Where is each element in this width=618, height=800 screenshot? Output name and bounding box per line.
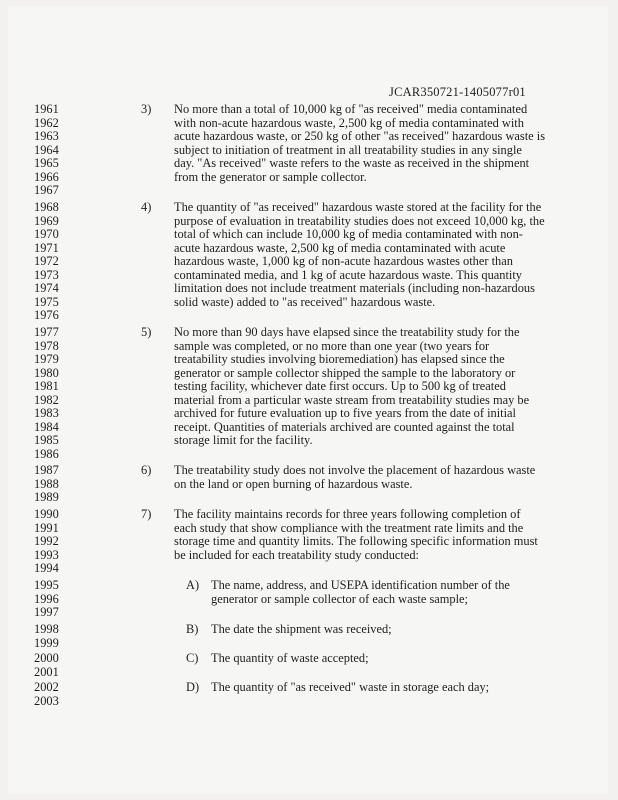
subitem-letter: B) [186,622,199,636]
text-line: limitation does not include treatment materials (including non-hazardous [174,281,535,295]
text-line: The name, address, and USEPA identification number of the [211,578,510,592]
line-number: 1966 [34,169,59,184]
text-line: be included for each treatability study conducted: [174,547,419,562]
line-number: 1976 [34,308,59,322]
item-number: 4) [141,200,152,214]
line-number: 1967 [34,183,59,197]
line-number: 1971 [34,240,59,255]
line-number: 1980 [34,365,59,380]
line-number: 1979 [34,352,59,366]
line-number: 1974 [34,281,59,295]
paragraph-item-7 [174,508,544,562]
text-line: material from a particular waste stream from treatability studies may be [174,392,530,407]
line-number: 1981 [34,379,59,393]
item-number: 7) [141,507,152,521]
document-page [8,6,608,794]
line-number: 2001 [34,664,59,679]
paragraph-item-3 [174,103,544,184]
subitem-C [211,652,531,666]
paragraph-item-6 [174,464,544,491]
line-number: 1984 [34,419,59,434]
line-number: 1963 [34,129,59,143]
line-number: 1993 [34,547,59,562]
text-line: The quantity of "as received" hazardous waste stored at the facility for the [174,200,542,214]
text-line: hazardous waste, 1,000 kg of non-acute hazardous wastes other than [174,254,513,268]
subitem-B [211,623,531,637]
document-id: JCAR350721-1405077r01 [389,85,526,99]
line-number: 1968 [34,200,59,214]
line-number: 1989 [34,490,59,504]
text-line: No more than 90 days have elapsed since the treatability study for the [174,325,520,339]
line-number: 1978 [34,338,59,353]
text-line: from the generator or sample collector. [174,169,367,184]
line-number: 1997 [34,605,59,619]
line-number: 2000 [34,651,59,665]
text-line: treatability studies involving bioremediation) has elapsed since the [174,352,505,366]
text-line: No more than a total of 10,000 kg of "as received" media contaminated [174,102,528,116]
line-number: 1985 [34,433,59,447]
line-number: 1961 [34,102,59,116]
text-line: each study that show compliance with the treatment rate limits and the [174,520,524,535]
subitem-letter: A) [186,578,200,592]
text-line: sample was completed, or no more than one year (two years for [174,338,490,353]
text-line: on the land or open burning of hazardous waste. [174,476,413,491]
text-line: with non-acute hazardous waste, 2,500 kg of media contaminated with [174,115,524,130]
line-number: 1972 [34,254,59,268]
line-number: 1977 [34,325,59,339]
text-line: day. "As received" waste refers to the waste as received in the shipment [174,156,530,170]
text-line: The date the shipment was received; [211,622,392,636]
item-number: 6) [141,463,152,477]
line-number: 1962 [34,115,59,130]
line-number: 1995 [34,578,59,592]
line-number: 1964 [34,142,59,157]
line-number: 1992 [34,534,59,548]
text-line: acute hazardous waste, 2,500 kg of media contaminated with acute [174,240,506,255]
text-line: generator or sample collector shipped the sample to the laboratory or [174,365,516,380]
text-line: generator or sample collector of each waste sample; [211,591,468,606]
subitem-D [211,681,531,695]
line-number: 1986 [34,446,59,461]
text-line: total of which can include 10,000 kg of media contaminated with non- [174,227,523,241]
line-number: 1969 [34,213,59,228]
text-line: acute hazardous waste, or 250 kg of other "as received" hazardous waste is [174,129,546,143]
text-line: archived for future evaluation up to five years from the date of initial [174,406,516,420]
line-number: 1982 [34,392,59,407]
text-line: storage limit for the facility. [174,433,313,447]
subitem-letter: C) [186,651,199,665]
line-number: 2003 [34,693,59,708]
text-line: The treatability study does not involve the placement of hazardous waste [174,463,536,477]
line-number: 2002 [34,680,59,694]
line-number: 1983 [34,406,59,420]
paragraph-item-5 [174,326,544,448]
item-number: 3) [141,102,152,116]
line-number: 1994 [34,561,59,575]
text-line: The quantity of "as received" waste in storage each day; [211,680,490,694]
text-line: receipt. Quantities of materials archived are counted against the total [174,419,515,434]
line-number: 1988 [34,476,59,491]
text-line: The facility maintains records for three years following completion of [174,507,521,521]
paragraph-item-4 [174,201,544,309]
line-number: 1998 [34,622,59,636]
text-line: solid waste) added to "as received" hazardous waste. [174,294,436,309]
text-line: The quantity of waste accepted; [211,651,369,665]
text-line: contaminated media, and 1 kg of acute hazardous waste. This quantity [174,267,522,282]
subitem-letter: D) [186,680,200,694]
line-number: 1975 [34,294,59,309]
text-line: purpose of evaluation in treatability studies does not exceed 10,000 kg, the [174,213,545,228]
text-line: subject to initiation of treatment in all treatability studies in any single [174,142,522,157]
text-line: storage time and quantity limits. The following specific information must [174,534,538,548]
line-number: 1973 [34,267,59,282]
line-number: 1987 [34,463,59,477]
line-number: 1996 [34,591,59,606]
line-number: 1991 [34,520,59,535]
item-number: 5) [141,325,152,339]
line-number: 1990 [34,507,59,521]
subitem-A [211,579,531,606]
text-line: testing facility, whichever date first occurs. Up to 500 kg of treated [174,379,506,393]
line-number: 1965 [34,156,59,170]
line-number: 1999 [34,635,59,650]
line-number: 1970 [34,227,59,241]
